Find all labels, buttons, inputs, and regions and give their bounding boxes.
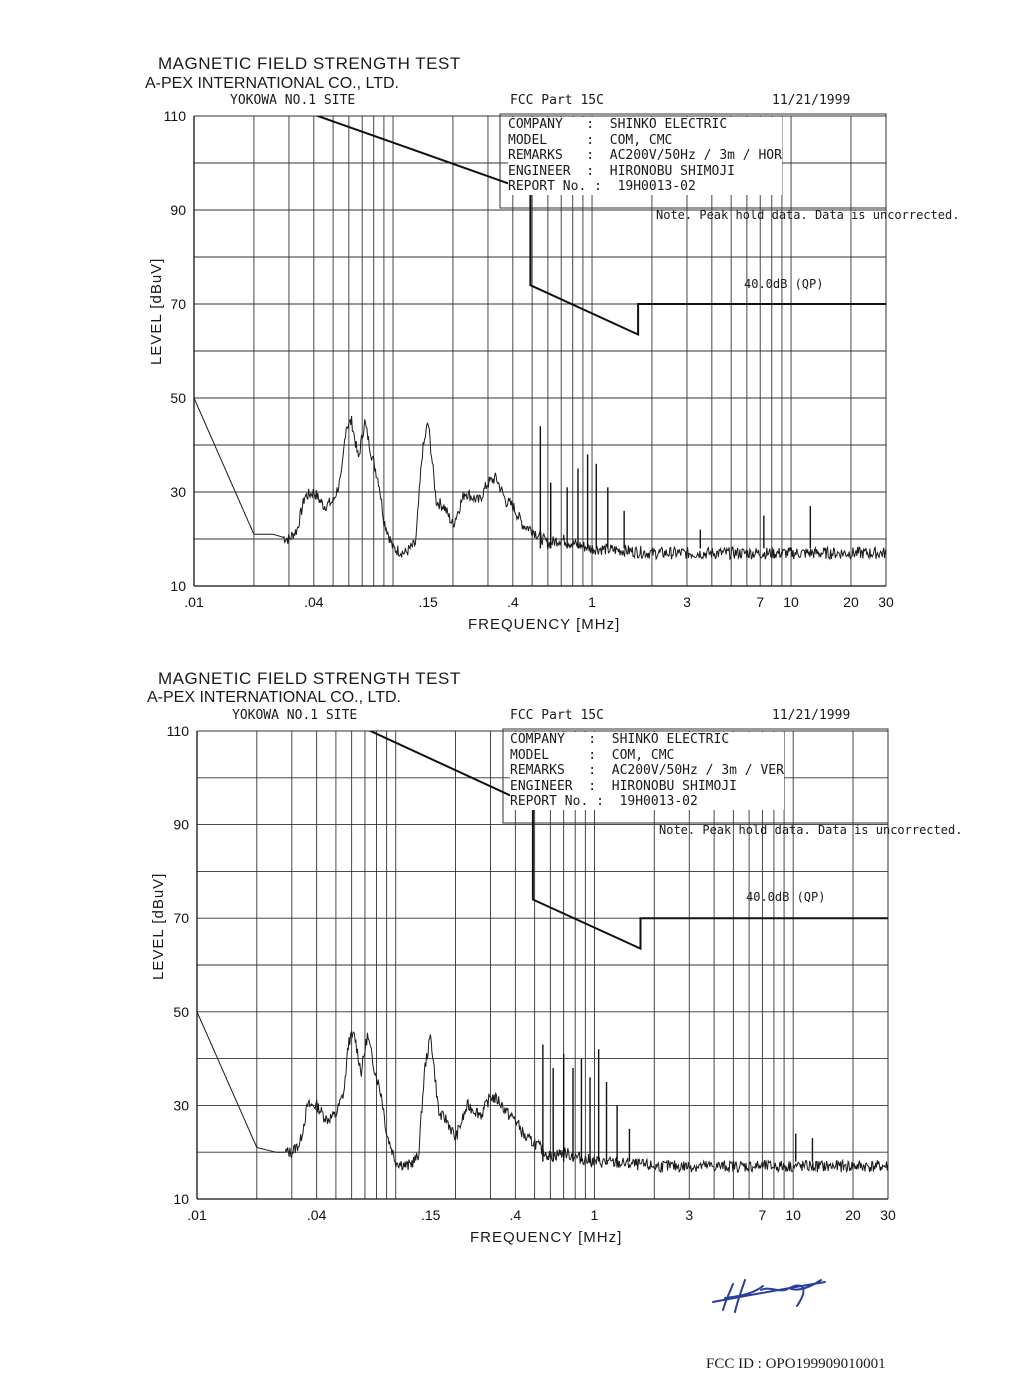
chart-2-y-tick-label: 70 [173,910,189,927]
chart-1-info-remarks: REMARKS : AC200V/50Hz / 3m / HOR [508,148,782,164]
chart-2 [0,655,1016,1275]
chart-1-standard: FCC Part 15C [510,93,604,108]
chart-2-x-tick-label: 7 [758,1207,767,1223]
chart-2-y-tick-label: 10 [173,1191,189,1207]
chart-1-x-tick-label: 1 [588,594,596,610]
chart-2-y-tick-label: 90 [173,816,189,833]
chart-2-x-tick-label: .04 [306,1207,327,1223]
chart-1-limit-line [185,69,886,335]
chart-1-y-tick-label: 110 [163,108,186,124]
chart-2-title: MAGNETIC FIELD STRENGTH TEST [158,669,461,688]
chart-2-info-remarks: REMARKS : AC200V/50Hz / 3m / VER [510,763,784,779]
chart-2-x-tick-label: 1 [590,1207,599,1223]
chart-1-x-tick-label: .01 [184,594,204,610]
chart-2-ylabel: LEVEL [dBuV] [150,872,167,980]
chart-2-x-tick-label: .4 [509,1207,522,1223]
chart-2-info-report: REPORT No. : 19H0013-02 [510,794,698,810]
chart-1-info-box [508,117,782,195]
chart-1-ylabel: LEVEL [dBuV] [148,257,165,365]
chart-1-xlabel: FREQUENCY [MHz] [468,616,621,633]
chart-1-date: 11/21/1999 [772,93,851,108]
chart-1-info-engineer: ENGINEER : HIRONOBU SHIMOJI [508,163,735,179]
chart-2-x-tick-label: 20 [845,1207,861,1223]
chart-1-x-tick-label: .4 [506,594,519,610]
chart-1-y-tick-label: 90 [170,202,186,218]
chart-1-x-tick-label: 10 [783,594,799,610]
chart-2-y-tick-label: 110 [166,723,189,739]
chart-2-note: Note. Peak hold data. Data is uncorrected. [659,823,963,837]
chart-2-date: 11/21/1999 [772,708,851,723]
chart-1-y-tick-label: 10 [170,578,186,594]
chart-2-x-tick-label: .15 [420,1207,441,1223]
chart-1-title: MAGNETIC FIELD STRENGTH TEST [158,54,461,73]
chart-1-y-tick-label: 30 [170,484,186,500]
chart-1-x-tick-label: 7 [756,594,765,610]
chart-1-note: Note. Peak hold data. Data is uncorrected. [656,208,960,222]
chart-1-info-company: COMPANY : SHINKO ELECTRIC [508,117,728,132]
chart-2-standard: FCC Part 15C [510,708,604,723]
chart-1-x-tick-label: .15 [418,594,438,610]
chart-1-y-tick-label: 70 [170,296,186,312]
chart-1-x-tick-label: 30 [878,594,894,610]
chart-2-x-tick-label: .01 [187,1207,207,1223]
chart-2-org: A-PEX INTERNATIONAL CO., LTD. [147,689,401,706]
chart-2-site: YOKOWA NO.1 SITE [232,708,358,723]
chart-1-site: YOKOWA NO.1 SITE [230,93,356,108]
chart-1-x-tick-label: 20 [843,594,859,610]
chart-1-y-tick-label: 50 [170,390,186,406]
chart-2-xlabel: FREQUENCY [MHz] [470,1229,623,1246]
chart-1-info-report: REPORT No. : 19H0013-02 [508,179,696,195]
chart-2-info-box [510,732,784,810]
chart-2-info-company: COMPANY : SHINKO ELECTRIC [510,732,730,747]
chart-2-info-model: MODEL : COM, CMC [510,747,675,763]
chart-2-x-tick-label: 30 [880,1207,896,1223]
chart-2-y-tick-label: 50 [173,1003,189,1020]
chart-1-x-tick-label: .04 [304,594,324,610]
chart-2-y-tick-label: 30 [173,1097,189,1114]
chart-2-limit-label: 40.0dB (QP) [746,890,826,904]
chart-1-limit-label: 40.0dB (QP) [744,277,824,291]
chart-2-x-tick-label: 3 [685,1207,694,1223]
chart-1-x-tick-label: 3 [683,594,691,610]
chart-1-org: A-PEX INTERNATIONAL CO., LTD. [145,75,399,92]
fcc-id: FCC ID : OPO199909010001 [706,1356,886,1372]
chart-1 [0,40,1016,660]
chart-2-info-engineer: ENGINEER : HIRONOBU SHIMOJI [510,778,737,794]
engineer-signature [705,1262,835,1322]
chart-1-info-model: MODEL : COM, CMC [508,132,673,148]
chart-2-x-tick-label: 10 [785,1207,801,1223]
